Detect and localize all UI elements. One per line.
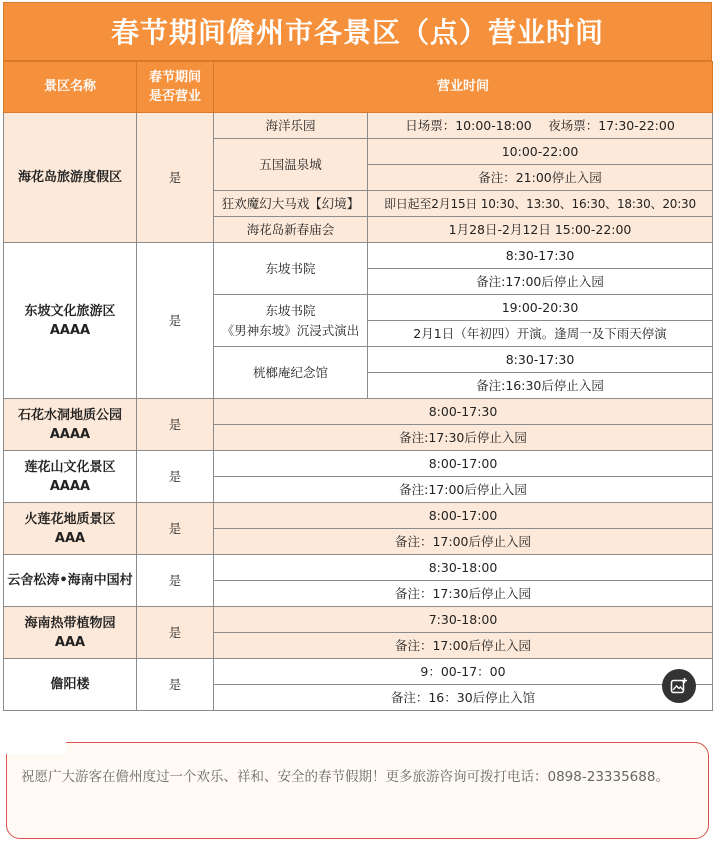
hours-cell: 8:30-18:00: [214, 555, 713, 581]
hours-cell: 8:00-17:00: [214, 503, 713, 529]
scenic-name: 云舍松涛•海南中国村: [4, 555, 137, 607]
hours-cell: 8:30-17:30: [368, 243, 713, 269]
hours-cell: 10:00-22:00: [368, 139, 713, 165]
hours-cell: 8:00-17:00: [214, 451, 713, 477]
hours-cell: 即日起至2月15日 10:30、13:30、16:30、18:30、20:30: [368, 191, 713, 217]
table-row: [4, 399, 713, 425]
open-status: 是: [137, 503, 214, 555]
table-row: [4, 503, 713, 529]
open-status: 是: [137, 607, 214, 659]
venue-name: 桄榔庵纪念馆: [214, 347, 368, 399]
hours-note-cell: 备注：21:00停止入园: [368, 165, 713, 191]
open-status: 是: [137, 243, 214, 399]
footer-note-text: 祝愿广大游客在儋州度过一个欢乐、祥和、安全的春节假期！更多旅游咨询可拨打电话：0898-23335688。: [21, 769, 669, 785]
venue-name: 五国温泉城: [214, 139, 368, 191]
schedule-sheet: [3, 2, 712, 711]
hours-cell: 7:30-18:00: [214, 607, 713, 633]
footer-note-box: [6, 742, 709, 839]
hours-note-cell: 备注：16：30后停止入馆: [214, 685, 713, 711]
hours-cell: 8:30-17:30: [368, 347, 713, 373]
table-row: [4, 113, 713, 139]
table-row: [4, 555, 713, 581]
hours-note-cell: 备注:17:00后停止入园: [214, 477, 713, 503]
table-row: [4, 451, 713, 477]
hours-note-cell: 备注：17:00后停止入园: [214, 633, 713, 659]
header-scenic-name: 景区名称: [4, 62, 137, 113]
hours-note-cell: 备注:16:30后停止入园: [368, 373, 713, 399]
add-image-button[interactable]: [662, 669, 696, 703]
scenic-name: 东坡文化旅游区 AAAA: [4, 243, 137, 399]
venue-name: 东坡书院: [214, 243, 368, 295]
open-status: 是: [137, 659, 214, 711]
hours-cell: 日场票：10:00-18:00 夜场票：17:30-22:00: [368, 113, 713, 139]
add-image-icon: [670, 677, 688, 695]
scenic-name: 儋阳楼: [4, 659, 137, 711]
schedule-table: [3, 61, 713, 711]
hours-cell: 1月28日-2月12日 15:00-22:00: [368, 217, 713, 243]
hours-note-cell: 备注：17:00后停止入园: [214, 529, 713, 555]
scenic-name: 火莲花地质景区 AAA: [4, 503, 137, 555]
open-status: 是: [137, 555, 214, 607]
table-row: [4, 243, 713, 269]
hours-cell: 9：00-17：00: [214, 659, 713, 685]
open-status: 是: [137, 113, 214, 243]
hours-note-cell: 备注:17:30后停止入园: [214, 425, 713, 451]
table-row: [4, 607, 713, 633]
open-status: 是: [137, 451, 214, 503]
table-row: [4, 659, 713, 685]
open-status: 是: [137, 399, 214, 451]
venue-name: 海花岛新春庙会: [214, 217, 368, 243]
venue-name: 东坡书院 《男神东坡》沉浸式演出: [214, 295, 368, 347]
header-hours: 营业时间: [214, 62, 713, 113]
hours-cell: 19:00-20:30: [368, 295, 713, 321]
scenic-name: 莲花山文化景区 AAAA: [4, 451, 137, 503]
header-open-status: 春节期间 是否营业: [137, 62, 214, 113]
page-title: 春节期间儋州市各景区（点）营业时间: [3, 2, 712, 61]
hours-note-cell: 备注:17:00后停止入园: [368, 269, 713, 295]
hours-note-cell: 备注：17:30后停止入园: [214, 581, 713, 607]
scenic-name: 海花岛旅游度假区: [4, 113, 137, 243]
hours-cell: 8:00-17:30: [214, 399, 713, 425]
hours-note-cell: 2月1日（年初四）开演。逢周一及下雨天停演: [368, 321, 713, 347]
venue-name: 狂欢魔幻大马戏【幻境】: [214, 191, 368, 217]
venue-name: 海洋乐园: [214, 113, 368, 139]
scenic-name: 海南热带植物园 AAA: [4, 607, 137, 659]
scenic-name: 石花水洞地质公园 AAAA: [4, 399, 137, 451]
